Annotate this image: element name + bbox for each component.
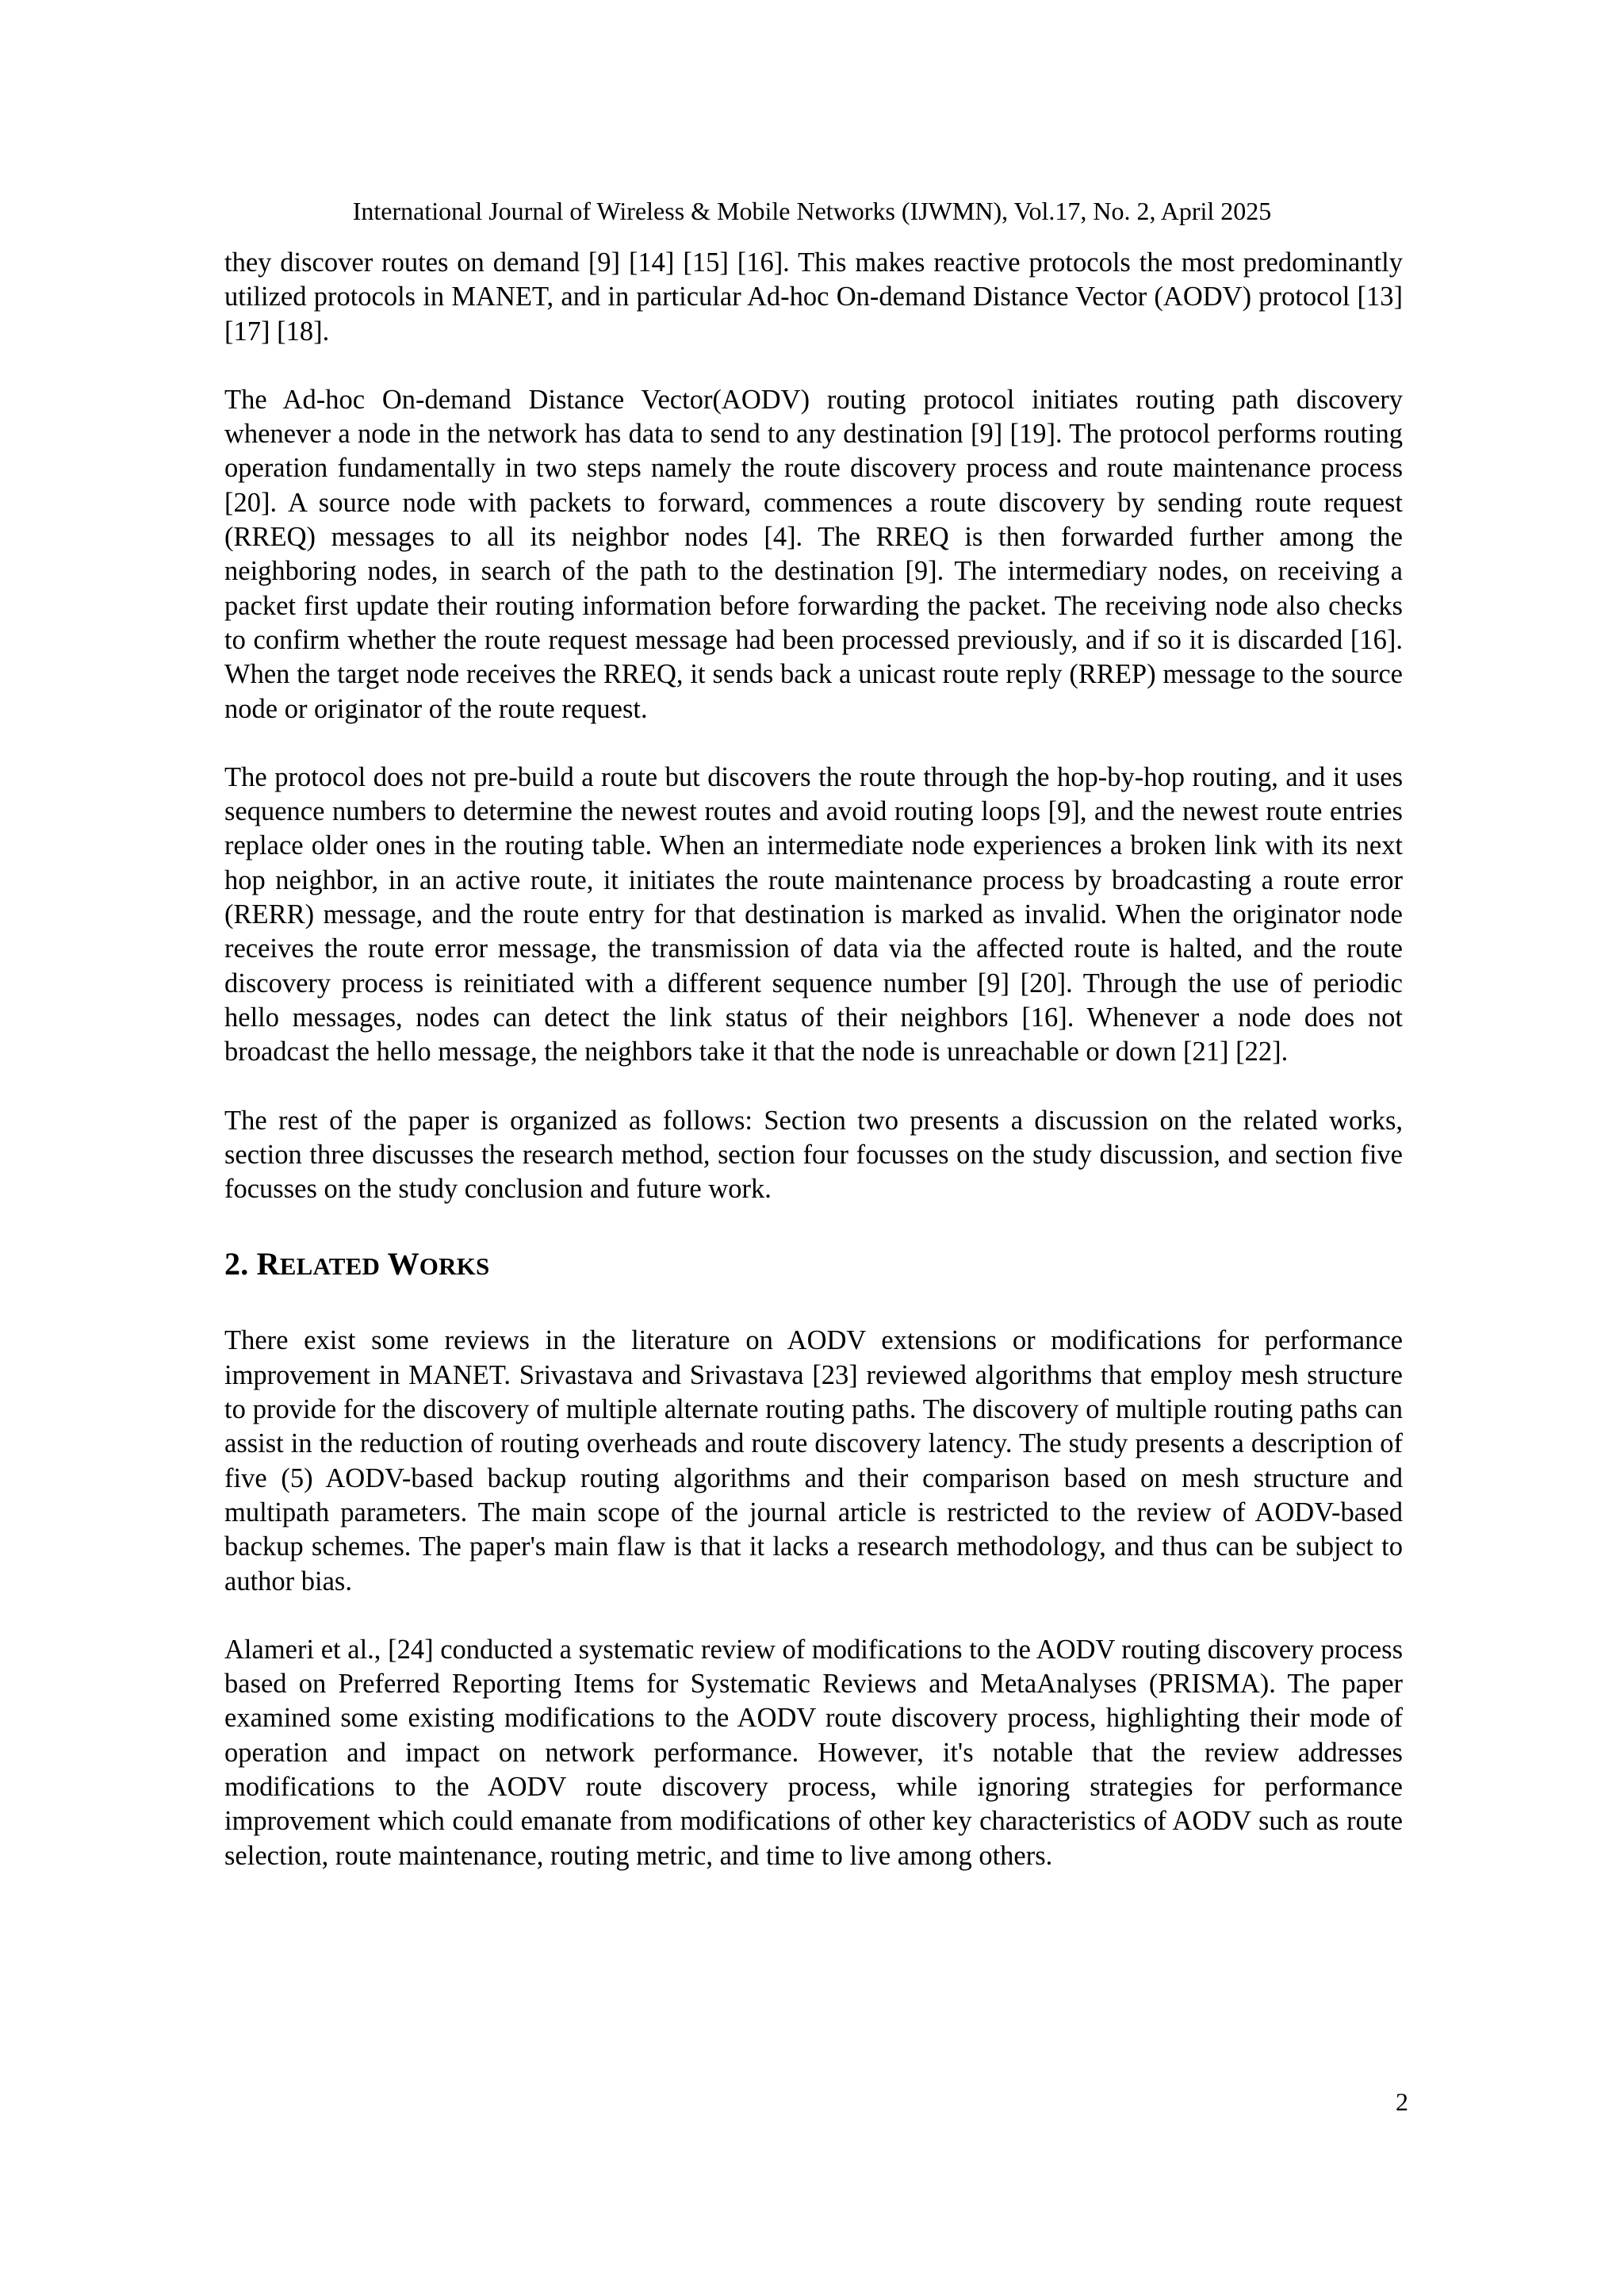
body-text [224, 246, 1403, 1873]
section-number: 2. [224, 1246, 249, 1282]
section-paragraph-1: There exist some reviews in the literature on AODV extensions or modifications for performance improvement in MANET. Srivastava and Srivastava [23] reviewed algorithms that employ mesh structure to provide for the discovery of multiple alternate routing paths. The discovery of multiple routing paths can assist in the reduction of routing overheads and route discovery latency. The study presents a description of five (5) AODV-based backup routing algorithms and their comparison based on mesh structure and multipath parameters. The main scope of the journal article is restricted to the review of AODV-based backup schemes. The paper's main flaw is that it lacks a research methodology, and thus can be subject to author bias. [224, 1325, 1403, 1596]
section-title-rest-2: ORKS [419, 1252, 490, 1281]
section-heading [224, 1244, 1403, 1286]
section-title-rest-1: ELATED [279, 1252, 381, 1281]
running-header: International Journal of Wireless & Mobile Networks (IJWMN), Vol.17, No. 2, April 2025 [352, 197, 1272, 225]
body-paragraph-2: The Ad-hoc On-demand Distance Vector(AODV) routing protocol initiates routing path discovery whenever a node in the network has data to send to any destination [9] [19]. The protocol performs routing operation fundamentally in two steps namely the route discovery process and route maintenance process [20]. A source node with packets to forward, commences a route discovery by sending route request (RREQ) messages to all its neighbor nodes [4]. The RREQ is then forwarded further among the neighboring nodes, in search of the path to the destination [9]. The intermediary nodes, on receiving a packet first update their routing information before forwarding the packet. The receiving node also checks to confirm whether the route request message had been processed previously, and if so it is discarded [16]. When the target node receives the RREQ, it sends back a unicast route reply (RREP) message to the source node or originator of the route request. [224, 384, 1403, 724]
section-paragraph-2: Alameri et al., [24] conducted a systematic review of modifications to the AODV routing discovery process based on Preferred Reporting Items for Systematic Reviews and MetaAnalyses (PRISMA). The paper examined some existing modifications to the AODV route discovery process, highlighting their mode of operation and impact on network performance. However, it's notable that the review addresses modifications to the AODV route discovery process, while ignoring strategies for performance improvement which could emanate from modifications of other key characteristics of AODV such as route selection, route maintenance, routing metric, and time to live among others. [224, 1634, 1403, 1871]
page-number: 2 [1396, 2087, 1408, 2116]
body-paragraph-1: they discover routes on demand [9] [14] [15] [16]. This makes reactive protocols the most predominantly utilized protocols in MANET, and in particular Ad-hoc On-demand Distance Vector (AODV) protocol [13] [17] [18]. [224, 247, 1403, 347]
body-paragraph-4: The rest of the paper is organized as follows: Section two presents a discussion on the related works, section three discusses the research method, section four focusses on the study discussion, and section five focusses on the study conclusion and future work. [224, 1105, 1403, 1205]
section-title-initial-1: R [256, 1246, 280, 1282]
body-paragraph-3: The protocol does not pre-build a route but discovers the route through the hop-by-hop routing, and it uses sequence numbers to determine the newest routes and avoid routing loops [9], and the newest route entries replace older ones in the routing table. When an intermediate node experiences a broken link with its next hop neighbor, in an active route, it initiates the route maintenance process by broadcasting a route error (RERR) message, and the route entry for that destination is marked as invalid. When the originator node receives the route error message, the transmission of data via the affected route is halted, and the route discovery process is reinitiated with a different sequence number [9] [20]. Through the use of periodic hello messages, nodes can detect the link status of their neighbors [16]. Whenever a node does not broadcast the hello message, the neighbors take it that the node is unreachable or down [21] [22]. [224, 761, 1403, 1068]
section-title-initial-2: W [387, 1246, 419, 1282]
